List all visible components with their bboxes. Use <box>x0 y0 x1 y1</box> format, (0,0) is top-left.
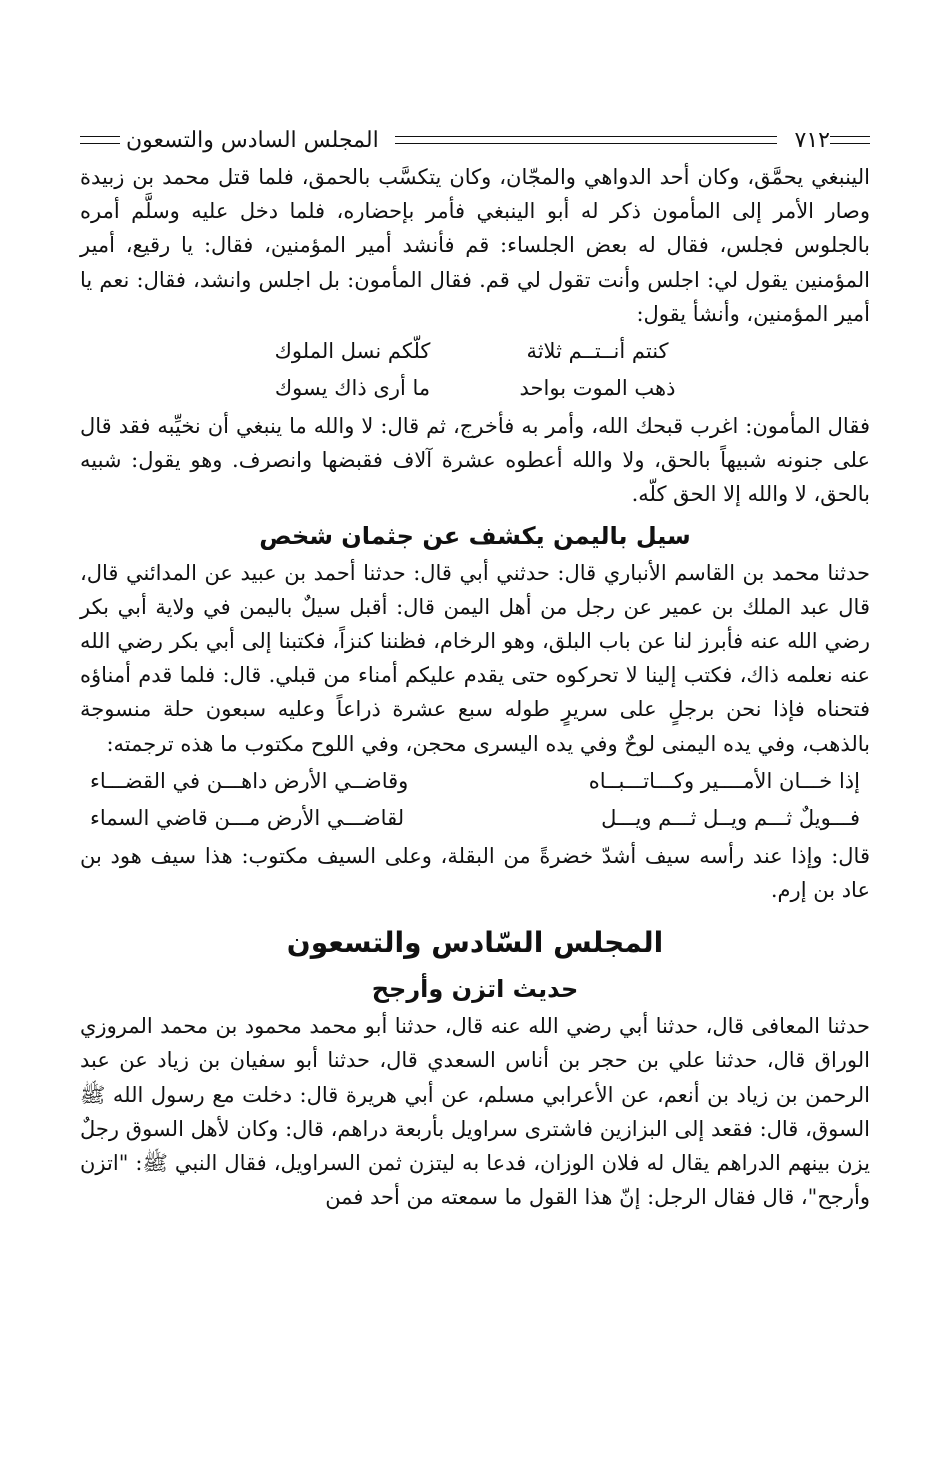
hemistich: كنتم أنــتــم ثلاثة <box>526 339 669 364</box>
poem-2-verse-1 <box>80 763 870 800</box>
poem-1-verse-1 <box>80 333 870 370</box>
paragraph-5: حدثنا المعافى قال، حدثنا أبي رضي الله عنه قال، حدثنا أبو محمد محمود بن محمد المروزي الوراق قال، حدثنا علي بن حجر بن أناس السعدي قال، حدثنا أبو سفيان بن زياد عن عبد الرحمن بن زياد بن أنعم، عن الأعرابي مسلم، عن أبي هريرة قال: دخلت مع رسول الله ﷺ السوق، قال: فقعد إلى البزازين فاشترى سراويل بأربعة دراهم، قال: وكان لأهل السوق رجلٌ يزن بينهم الدراهم يقال له فلان الوزان، فدعا به ليتزن ثمن السراويل، فقال النبي ﷺ: "اتزن وأرجح"، قال فقال الرجل: إنّ هذا القول ما سمعته من أحد فمن <box>80 1014 870 1210</box>
page-body <box>80 160 870 1214</box>
header-rule-middle <box>395 136 777 144</box>
poem-2 <box>80 763 870 837</box>
hemistich: ما أرى ذاك يسوك <box>274 376 431 401</box>
page-number: ٧١٢ <box>794 127 830 153</box>
poem-1-verse-2 <box>80 370 870 407</box>
poem-1 <box>80 333 870 407</box>
hemistich: فـــويلٌ ثـــم ويــل ثـــم ويـــل <box>601 806 860 831</box>
header-rule-left <box>80 136 120 144</box>
running-header <box>80 120 870 160</box>
section-heading-flood: سيل باليمن يكشف عن جثمان شخص <box>259 521 691 550</box>
hemistich: لقاضـــي الأرض مـــن قاضي السماء <box>90 806 405 831</box>
paragraph-2: فقال المأمون: اغرب قبحك الله، وأمر به فأخرج، ثم قال: لا والله ما ينبغي أن نخيِّبه فقد قال على جنونه شبيهاً بالحق، ولا والله أعطوه عشرة آلاف فقبضها وانصرف. وهو يقول: شبيه بالحق، لا والله إلا الحق كلّه. <box>80 414 870 507</box>
hemistich: ذهب الموت بواحد <box>519 376 676 401</box>
section-heading-hadith: حديث اتزن وأرجح <box>371 975 579 1004</box>
chapter-title: المجلس السادس والتسعون <box>126 127 379 153</box>
paragraph-1: الينبغي يحمَّق، وكان أحد الدواهي والمجّان، وكان يتكسَّب بالحمق، فلما قتل محمد بن زبيدة وصار الأمر إلى المأمون ذكر له أبو الينبغي فأمر بإحضاره، فلما دخل عليه وسلَّم أمره بالجلوس فجلس، فقال له بعض الجلساء: قم فأنشد أمير المؤمنين، فقال: يا رقيع، أمير المؤمنين يقول لي: اجلس وأنت تقول لي قم. فقال المأمون: بل اجلس وانشد، فقال: نعم يا أمير المؤمنين، وأنشأ يقول: <box>80 165 870 326</box>
hemistich: إذا خـــان الأمــــير وكـــاتـــبــاه <box>588 769 860 794</box>
paragraph-4: قال: وإذا عند رأسه سيف أشدّ خضرةً من البقلة، وعلى السيف مكتوب: هذا سيف هود بن عاد بن إرم. <box>80 843 870 903</box>
poem-2-verse-2 <box>80 800 870 837</box>
header-rule-right <box>830 136 870 144</box>
hemistich: كلّكم نسل الملوك <box>274 339 431 364</box>
majlis-heading: المجلس السّادس والتسعون <box>286 926 664 960</box>
hemistich: وقاضــي الأرض داهـــن في القضـــاء <box>90 769 409 794</box>
paragraph-3: حدثنا محمد بن القاسم الأنباري قال: حدثني أبي قال: حدثنا أحمد بن عبيد عن المدائني قال، قال عبد الملك بن عمير عن رجل من أهل اليمن قال: أقبل سيلٌ باليمن في ولاية أبي بكر رضي الله عنه فأبرز لنا عن باب البلق، وهو الرخام، فظننا كنزاً، فكتبنا إلى أبي بكر رضي الله عنه نعلمه ذاك، فكتب إلينا لا تحركوه حتى يقدم عليكم أمناء من قبلي. قال: فلما قدم أمناؤه فتحناه فإذا نحن برجلٍ على سريرٍ طوله سبع عشرة ذراعاً وعليه سبعون حلة منسوجة بالذهب، وفي يده اليمنى لوحٌ وفي يده اليسرى محجن، وفي اللوح مكتوب ما هذه ترجمته: <box>80 560 870 756</box>
